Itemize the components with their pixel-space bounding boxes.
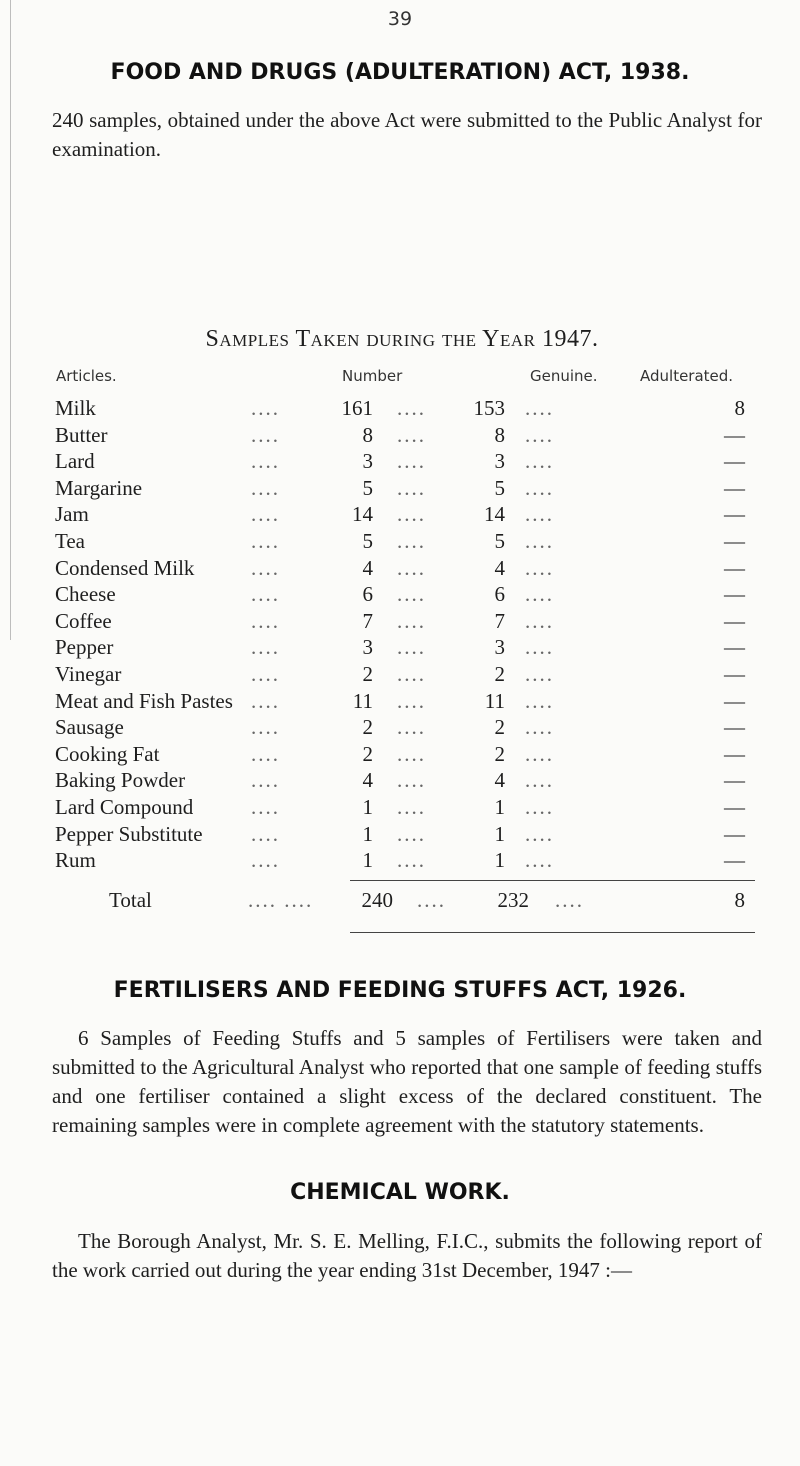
adulterated-cell: — [724, 609, 745, 633]
food-drugs-act-heading: FOOD AND DRUGS (ADULTERATION) ACT, 1938. [110, 60, 690, 85]
leader-dots: .... [525, 423, 554, 447]
table-row [55, 662, 755, 692]
chemical-work-paragraph: The Borough Analyst, Mr. S. E. Melling, F.I.C., submits the following report of the work carried out during the year ending 31st December, 1947 :— [52, 1229, 762, 1282]
adulterated-cell: — [724, 502, 745, 526]
adulterated-cell: — [724, 476, 745, 500]
adulterated-cell: 8 [734, 396, 745, 420]
article-cell: Cheese [55, 582, 116, 606]
leader-dots: .... [397, 742, 426, 766]
total-top-rule [350, 880, 755, 881]
leader-dots: .... [251, 396, 280, 420]
genuine-cell: 5 [494, 476, 505, 500]
number-cell: 5 [362, 529, 373, 553]
leader-dots: .... [251, 715, 280, 739]
leader-dots: .... [251, 689, 280, 713]
leader-dots: .... [397, 822, 426, 846]
genuine-cell: 1 [494, 795, 505, 819]
number-cell: 161 [341, 396, 373, 420]
article-cell: Jam [55, 502, 89, 526]
leader-dots: .... [525, 715, 554, 739]
leader-dots: .... [525, 635, 554, 659]
leader-dots: .... [251, 768, 280, 792]
leader-dots: .... [397, 635, 426, 659]
total-number: 240 [361, 888, 393, 912]
adulterated-cell: — [724, 768, 745, 792]
adulterated-cell: — [724, 689, 745, 713]
number-cell: 7 [362, 609, 373, 633]
food-drugs-intro-paragraph: 240 samples, obtained under the above Act were submitted to the Public Analyst for examination. [52, 108, 762, 161]
total-adulterated: 8 [734, 888, 745, 912]
leader-dots: .... [525, 822, 554, 846]
table-row [55, 529, 755, 559]
table-row [55, 396, 755, 426]
page-number: 39 [387, 8, 413, 30]
number-cell: 11 [352, 689, 373, 713]
number-cell: 14 [352, 502, 373, 526]
total-label: Total [109, 888, 152, 912]
article-cell: Lard [55, 449, 95, 473]
leader-dots: .... [251, 822, 280, 846]
adulterated-cell: — [724, 848, 745, 872]
adulterated-cell: — [724, 582, 745, 606]
leader-dots: .... [525, 582, 554, 606]
leader-dots: .... [251, 635, 280, 659]
leader-dots: .... .... [248, 888, 314, 912]
genuine-cell: 1 [494, 822, 505, 846]
adulterated-cell: — [724, 556, 745, 580]
leader-dots: .... [251, 556, 280, 580]
leader-dots: .... [397, 423, 426, 447]
genuine-cell: 4 [494, 768, 505, 792]
article-cell: Baking Powder [55, 768, 186, 792]
number-cell: 4 [362, 556, 373, 580]
leader-dots: .... [397, 529, 426, 553]
leader-dots: .... [397, 848, 426, 872]
leader-dots: .... [251, 449, 280, 473]
adulterated-cell: — [724, 742, 745, 766]
leader-dots: .... [397, 582, 426, 606]
leader-dots: .... [397, 689, 426, 713]
column-header-adulterated: Adulterated. [640, 367, 734, 385]
leader-dots: .... [525, 609, 554, 633]
article-cell: Coffee [55, 609, 112, 633]
article-cell: Condensed Milk [55, 556, 195, 580]
leader-dots: .... [525, 476, 554, 500]
adulterated-cell: — [724, 795, 745, 819]
leader-dots: .... [525, 795, 554, 819]
article-cell: Cooking Fat [55, 742, 160, 766]
leader-dots: .... [251, 476, 280, 500]
column-header-articles: Articles. [56, 367, 117, 385]
leader-dots: .... [397, 556, 426, 580]
leader-dots: .... [525, 768, 554, 792]
leader-dots: .... [397, 476, 426, 500]
chemical-work-heading: CHEMICAL WORK. [290, 1180, 510, 1205]
table-row [55, 715, 755, 745]
article-cell: Milk [55, 396, 96, 420]
leader-dots: .... [251, 662, 280, 686]
genuine-cell: 14 [484, 502, 505, 526]
fertilisers-paragraph: 6 Samples of Feeding Stuffs and 5 samples of Fertilisers were taken and submitted to the Agricultural Analyst who reported that one sample of feeding stuffs and one fertiliser contained a slight excess of the declared constituent. The remaining samples were in complete agreement with the statutory statements. [52, 1026, 762, 1137]
article-cell: Meat and Fish Pastes [55, 689, 233, 713]
article-cell: Margarine [55, 476, 143, 500]
number-cell: 6 [362, 582, 373, 606]
table-row [55, 449, 755, 479]
genuine-cell: 2 [494, 715, 505, 739]
number-cell: 3 [362, 635, 373, 659]
leader-dots: .... [525, 529, 554, 553]
genuine-cell: 1 [494, 848, 505, 872]
leader-dots: .... [397, 662, 426, 686]
leader-dots: .... [417, 888, 446, 912]
leader-dots: .... [397, 715, 426, 739]
leader-dots: .... [397, 396, 426, 420]
total-genuine: 232 [497, 888, 529, 912]
number-cell: 1 [362, 795, 373, 819]
genuine-cell: 2 [494, 662, 505, 686]
adulterated-cell: — [724, 715, 745, 739]
leader-dots: .... [525, 662, 554, 686]
adulterated-cell: — [724, 423, 745, 447]
column-header-number: Number [342, 367, 403, 385]
table-row [55, 795, 755, 825]
number-cell: 2 [362, 742, 373, 766]
number-cell: 2 [362, 662, 373, 686]
leader-dots: .... [525, 689, 554, 713]
leader-dots: .... [397, 768, 426, 792]
genuine-cell: 3 [494, 449, 505, 473]
genuine-cell: 153 [473, 396, 505, 420]
number-cell: 1 [362, 822, 373, 846]
samples-table-title: Samples Taken during the Year 1947. [205, 326, 599, 352]
leader-dots: .... [251, 609, 280, 633]
adulterated-cell: — [724, 662, 745, 686]
table-row [55, 582, 755, 612]
adulterated-cell: — [724, 822, 745, 846]
column-header-genuine: Genuine. [530, 367, 598, 385]
leader-dots: .... [525, 396, 554, 420]
genuine-cell: 5 [494, 529, 505, 553]
number-cell: 8 [362, 423, 373, 447]
leader-dots: .... [251, 742, 280, 766]
adulterated-cell: — [724, 635, 745, 659]
leader-dots: .... [525, 742, 554, 766]
leader-dots: .... [251, 795, 280, 819]
number-cell: 1 [362, 848, 373, 872]
leader-dots: .... [251, 502, 280, 526]
number-cell: 3 [362, 449, 373, 473]
table-total-row [55, 888, 755, 918]
leader-dots: .... [397, 609, 426, 633]
leader-dots: .... [525, 848, 554, 872]
genuine-cell: 3 [494, 635, 505, 659]
article-cell: Rum [55, 848, 96, 872]
table-row [55, 848, 755, 878]
genuine-cell: 6 [494, 582, 505, 606]
leader-dots: .... [525, 556, 554, 580]
leader-dots: .... [397, 449, 426, 473]
article-cell: Sausage [55, 715, 124, 739]
genuine-cell: 2 [494, 742, 505, 766]
leader-dots: .... [397, 502, 426, 526]
table-row [55, 502, 755, 532]
leader-dots: .... [397, 795, 426, 819]
leader-dots: .... [525, 502, 554, 526]
adulterated-cell: — [724, 449, 745, 473]
article-cell: Lard Compound [55, 795, 194, 819]
number-cell: 2 [362, 715, 373, 739]
article-cell: Butter [55, 423, 108, 447]
article-cell: Pepper [55, 635, 114, 659]
number-cell: 5 [362, 476, 373, 500]
leader-dots: .... [555, 888, 584, 912]
article-cell: Tea [55, 529, 86, 553]
genuine-cell: 4 [494, 556, 505, 580]
fertilisers-act-heading: FERTILISERS AND FEEDING STUFFS ACT, 1926. [113, 978, 687, 1003]
article-cell: Pepper Substitute [55, 822, 203, 846]
total-bottom-rule [350, 932, 755, 933]
table-row [55, 768, 755, 798]
leader-dots: .... [251, 423, 280, 447]
leader-dots: .... [251, 529, 280, 553]
leader-dots: .... [251, 582, 280, 606]
leader-dots: .... [525, 449, 554, 473]
table-row [55, 635, 755, 665]
genuine-cell: 11 [484, 689, 505, 713]
genuine-cell: 7 [494, 609, 505, 633]
article-cell: Vinegar [55, 662, 122, 686]
adulterated-cell: — [724, 529, 745, 553]
genuine-cell: 8 [494, 423, 505, 447]
page-margin-line [10, 0, 11, 640]
number-cell: 4 [362, 768, 373, 792]
leader-dots: .... [251, 848, 280, 872]
